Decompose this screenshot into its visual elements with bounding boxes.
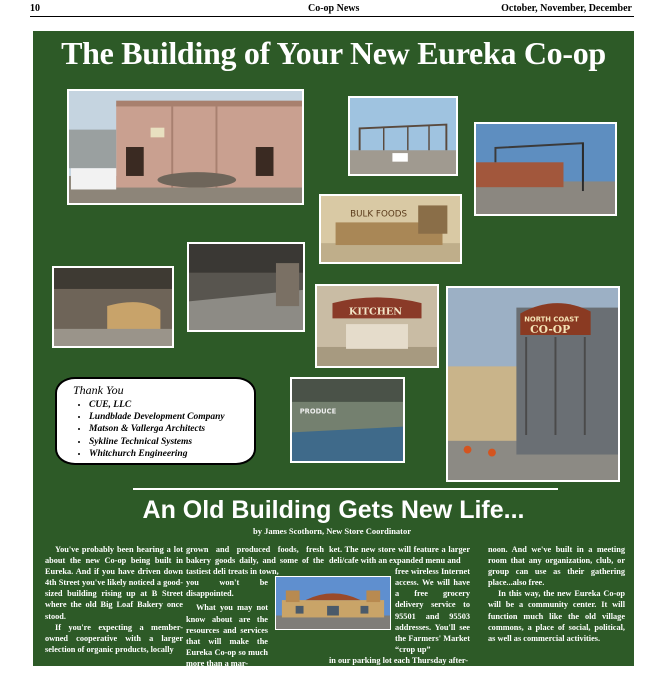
photo-store-interior bbox=[187, 242, 305, 332]
article-paragraph: In this way, the new Eureka Co-op will be a community center. It will function much like the old village commons, a place of social, political, as well as commercial activities. bbox=[488, 589, 625, 643]
section-divider bbox=[133, 488, 558, 490]
page-header bbox=[30, 0, 634, 17]
thank-you-item: • CUE, LLC bbox=[89, 399, 244, 411]
photo-produce-area bbox=[290, 377, 405, 463]
article-column-1 bbox=[45, 544, 183, 655]
produce-sign: PRODUCE bbox=[299, 407, 337, 416]
article-paragraph: in our parking lot each Thursday after- bbox=[329, 655, 469, 665]
photo-bulk-foods bbox=[319, 194, 462, 264]
feature-panel bbox=[33, 31, 634, 666]
photo-building-exterior bbox=[67, 89, 304, 205]
article-paragraph: you won't be disappointed. bbox=[186, 578, 268, 599]
article-paragraph: ket. The new store will feature a larger deli/cafe with an expanded menu and bbox=[329, 545, 470, 566]
article-byline: by James Scothorn, New Store Coordinator bbox=[253, 526, 412, 536]
feature-title: The Building of Your New Eureka Co-op bbox=[61, 35, 606, 71]
article-paragraph: You've probably been hearing a lot about the new Co-op being built in Eureka. And if you have driven down 4th Street you've likely noticed a good-sized building rising up at B Street where the old Big Loaf Bakery once stood. bbox=[45, 545, 183, 621]
issue-date: October, November, December bbox=[501, 3, 632, 14]
publication-name: Co-op News bbox=[308, 3, 360, 14]
article-paragraph: What you may not know about are the resources and services that will make the Eureka Co-op so much more than a mar- bbox=[186, 603, 268, 668]
north-coast-sign: NORTH COAST bbox=[524, 315, 579, 324]
article-paragraph: If you're expecting a member-owned cooperative with a larger selection of organic products, locally bbox=[45, 622, 183, 654]
photo-new-store-rendering bbox=[275, 576, 391, 630]
photo-coop-facade bbox=[446, 286, 620, 482]
thank-you-item: • Matson & Vallerga Architects bbox=[89, 423, 244, 435]
page-number: 10 bbox=[30, 3, 40, 14]
photo-service-counter bbox=[52, 266, 174, 348]
thank-you-box bbox=[55, 377, 256, 465]
photo-steel-frame bbox=[348, 96, 458, 176]
article-title: An Old Building Gets New Life... bbox=[142, 496, 525, 524]
photo-kitchen bbox=[315, 284, 439, 368]
thank-you-item: • Whitchurch Engineering bbox=[89, 448, 244, 460]
coop-sign: CO-OP bbox=[530, 323, 571, 337]
bulk-foods-sign: BULK FOODS bbox=[350, 209, 408, 220]
thank-you-item: • Sykline Technical Systems bbox=[89, 436, 244, 448]
article-column-4 bbox=[488, 544, 625, 644]
article-paragraph: noon. And we've built in a meeting room that any organization, club, or group can use as their gathering place...also free. bbox=[488, 545, 625, 588]
thank-you-title: Thank You bbox=[73, 383, 124, 397]
thank-you-item: • Lundblade Development Company bbox=[89, 411, 244, 423]
article-paragraph: free wireless Internet access. We will have a free grocery delivery service to 95501 and 95503 addresses. You'll see the Farmers' Market “crop up” bbox=[395, 567, 470, 654]
thank-you-list bbox=[67, 399, 244, 460]
kitchen-sign: KITCHEN bbox=[348, 306, 403, 318]
photo-construction-site bbox=[474, 122, 617, 216]
article-paragraph: grown and produced foods, fresh bakery goods daily, and some of the tastiest deli treats in town, bbox=[186, 545, 324, 577]
